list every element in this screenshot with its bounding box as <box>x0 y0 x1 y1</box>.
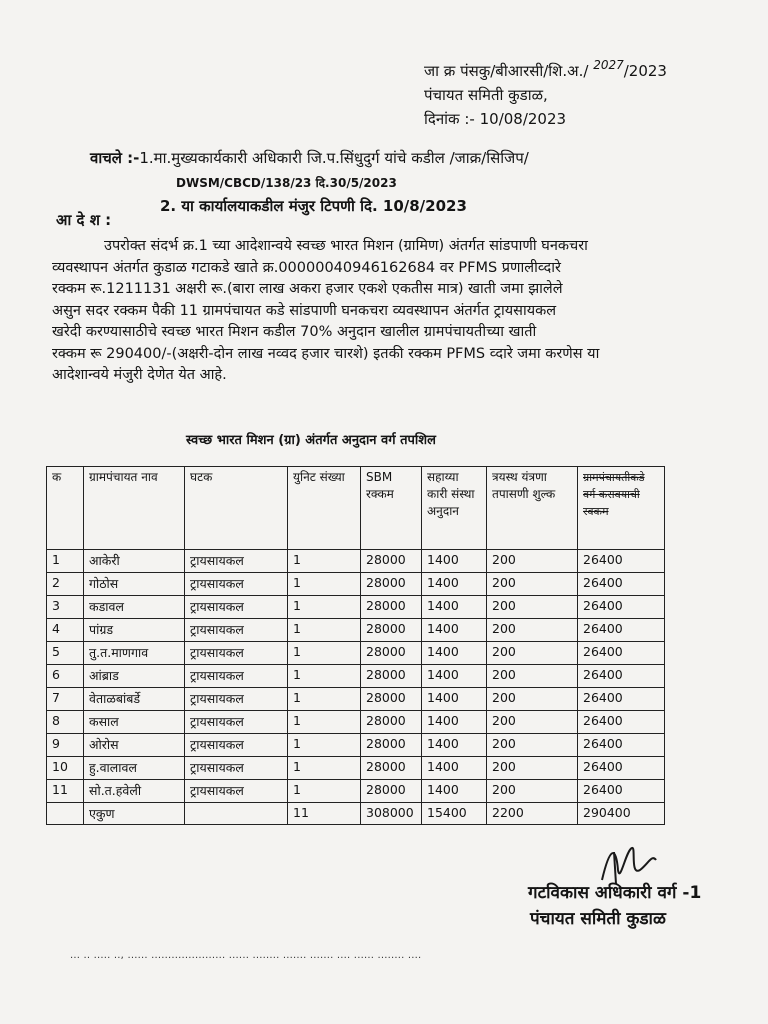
cell-amount: 26400 <box>578 619 665 642</box>
cell-sahayya: 1400 <box>422 711 487 734</box>
cell-sbm: 28000 <box>361 734 422 757</box>
cell-sbm: 28000 <box>361 596 422 619</box>
table-row <box>47 665 665 688</box>
cell-component: ट्रायसायकल <box>185 550 288 573</box>
table-row <box>47 780 665 803</box>
table-row <box>47 619 665 642</box>
reference-item-1: 1.मा.मुख्यकार्यकारी अधिकारी जि.प.सिंधुदुर्ग यांचे कडील /जाक्र/सिजिप/ <box>139 149 529 167</box>
cell-amount: 26400 <box>578 711 665 734</box>
cell-component: ट्रायसायकल <box>185 619 288 642</box>
cell-sahayya: 1400 <box>422 596 487 619</box>
cell-tpi: 200 <box>487 688 578 711</box>
cell-unit: 1 <box>288 596 361 619</box>
total-sr <box>47 803 84 825</box>
reference-item-1-cont: DWSM/CBCD/138/23 दि.30/5/2023 <box>176 176 397 190</box>
order-line-5: खरेदी करण्यासाठीचे स्वच्छ भारत मिशन कडील 70% अनुदान खालील ग्रामपंचायतीच्या खाती <box>52 324 537 340</box>
order-line-7: आदेशान्वये मंजुरी देणेत येत आहे. <box>52 367 227 383</box>
cell-unit: 1 <box>288 665 361 688</box>
cell-unit: 1 <box>288 734 361 757</box>
total-amount: 290400 <box>578 803 665 825</box>
ref-prefix: जा क्र पंसकु/बीआरसी/शि.अ./ <box>424 62 594 80</box>
cell-sbm: 28000 <box>361 573 422 596</box>
cell-name: आकेरी <box>84 550 185 573</box>
cell-name: कसाल <box>84 711 185 734</box>
cell-sr: 1 <box>47 550 84 573</box>
cell-sahayya: 1400 <box>422 619 487 642</box>
cell-unit: 1 <box>288 711 361 734</box>
cell-name: ओरोस <box>84 734 185 757</box>
header-sahayya: सहाय्या कारी संस्था अनुदान <box>422 467 487 550</box>
cell-sr: 4 <box>47 619 84 642</box>
total-tpi: 2200 <box>487 803 578 825</box>
cell-amount: 26400 <box>578 596 665 619</box>
cell-sbm: 28000 <box>361 550 422 573</box>
reference-item-2: 2. या कार्यालयाकडील मंजुर टिपणी दि. 10/8/2023 <box>160 197 467 215</box>
total-sahayya: 15400 <box>422 803 487 825</box>
order-line-4: असुन सदर रक्कम पैकी 11 ग्रामपंचायत कडे सांडपाणी घनकचरा व्यवस्थापन अंतर्गत ट्रायसायकल <box>52 302 557 319</box>
cell-sbm: 28000 <box>361 757 422 780</box>
order-line-6: रक्कम रू 290400/-(अक्षरी-दोन लाख नव्वद हजार चारशे) इतकी रक्कम PFMS व्दारे जमा करणेस या <box>52 345 600 362</box>
header-gp-amount-text: ग्रामपंचायतीकडे वर्ग करावयाची रक्कम <box>583 471 645 518</box>
cell-component: ट्रायसायकल <box>185 665 288 688</box>
cell-sahayya: 1400 <box>422 757 487 780</box>
total-unit: 11 <box>288 803 361 825</box>
total-component <box>185 803 288 825</box>
order-paragraph <box>52 236 702 387</box>
cell-tpi: 200 <box>487 550 578 573</box>
cell-unit: 1 <box>288 550 361 573</box>
cell-name: हु.वालावल <box>84 757 185 780</box>
table-row <box>47 550 665 573</box>
header-gp-amount <box>578 467 665 550</box>
cell-sbm: 28000 <box>361 688 422 711</box>
cell-sbm: 28000 <box>361 780 422 803</box>
cell-tpi: 200 <box>487 757 578 780</box>
cell-sr: 9 <box>47 734 84 757</box>
cell-tpi: 200 <box>487 780 578 803</box>
ref-handwritten-number: 2027 <box>593 58 624 72</box>
cell-component: ट्रायसायकल <box>185 688 288 711</box>
cell-sahayya: 1400 <box>422 642 487 665</box>
cell-amount: 26400 <box>578 757 665 780</box>
order-line-1: उपरोक्त संदर्भ क्र.1 च्या आदेशान्वये स्वच्छ भारत मिशन (ग्रामिण) अंतर्गत सांडपाणी घनकचरा <box>104 238 588 254</box>
cell-name: सो.त.हवेली <box>84 780 185 803</box>
reference-line-1 <box>90 148 529 168</box>
cell-amount: 26400 <box>578 688 665 711</box>
cell-sr: 10 <box>47 757 84 780</box>
date-label: दिनांक :- <box>424 110 475 128</box>
cell-sr: 5 <box>47 642 84 665</box>
date-line <box>424 108 566 130</box>
cell-tpi: 200 <box>487 619 578 642</box>
cell-component: ट्रायसायकल <box>185 734 288 757</box>
cell-sr: 2 <box>47 573 84 596</box>
table-row <box>47 688 665 711</box>
cell-component: ट्रायसायकल <box>185 573 288 596</box>
header-unit: युनिट संख्या <box>288 467 361 550</box>
bottom-cut-text: ... .. ..... .., ...... ...................... ...... ........ ....... ....... .... ...... ........ .... <box>70 950 422 961</box>
cell-amount: 26400 <box>578 642 665 665</box>
cell-name: गोठोस <box>84 573 185 596</box>
cell-unit: 1 <box>288 688 361 711</box>
cell-name: तु.त.माणगाव <box>84 642 185 665</box>
header-gp-name: ग्रामपंचायत नाव <box>84 467 185 550</box>
table-row <box>47 573 665 596</box>
cell-sahayya: 1400 <box>422 734 487 757</box>
reference-label: वाचले :- <box>90 149 140 167</box>
cell-tpi: 200 <box>487 665 578 688</box>
cell-sbm: 28000 <box>361 619 422 642</box>
table-header-row <box>47 467 665 550</box>
header-tpi: त्रयस्थ यंत्रणा तपासणी शुल्क <box>487 467 578 550</box>
cell-amount: 26400 <box>578 734 665 757</box>
total-sbm: 308000 <box>361 803 422 825</box>
date-value: 10/08/2023 <box>479 110 567 128</box>
cell-amount: 26400 <box>578 573 665 596</box>
cell-name: आंब्राड <box>84 665 185 688</box>
cell-component: ट्रायसायकल <box>185 642 288 665</box>
table-row <box>47 734 665 757</box>
table-row <box>47 757 665 780</box>
cell-sbm: 28000 <box>361 642 422 665</box>
office-name: पंचायत समिती कुडाळ, <box>424 86 548 104</box>
cell-amount: 26400 <box>578 665 665 688</box>
table-row <box>47 642 665 665</box>
cell-tpi: 200 <box>487 596 578 619</box>
cell-sr: 6 <box>47 665 84 688</box>
cell-sahayya: 1400 <box>422 550 487 573</box>
cell-component: ट्रायसायकल <box>185 711 288 734</box>
reference-number <box>424 60 667 83</box>
cell-unit: 1 <box>288 642 361 665</box>
header-sbm: SBM रक्कम <box>361 467 422 550</box>
cell-sahayya: 1400 <box>422 573 487 596</box>
order-line-3: रक्कम रू.1211131 अक्षरी रू.(बारा लाख अकरा हजार एकशे एकतीस मात्र) खाती जमा झालेले <box>52 281 563 297</box>
cell-amount: 26400 <box>578 550 665 573</box>
cell-tpi: 200 <box>487 573 578 596</box>
cell-tpi: 200 <box>487 711 578 734</box>
cell-name: वेताळबांबर्डे <box>84 688 185 711</box>
cell-sahayya: 1400 <box>422 780 487 803</box>
cell-amount: 26400 <box>578 780 665 803</box>
cell-unit: 1 <box>288 780 361 803</box>
cell-name: कडावल <box>84 596 185 619</box>
cell-component: ट्रायसायकल <box>185 757 288 780</box>
signatory-designation: गटविकास अधिकारी वर्ग -1 <box>528 883 702 903</box>
cell-sr: 7 <box>47 688 84 711</box>
cell-unit: 1 <box>288 573 361 596</box>
cell-tpi: 200 <box>487 642 578 665</box>
table-row <box>47 711 665 734</box>
table-row <box>47 596 665 619</box>
grant-table <box>46 466 665 825</box>
ref-year: /2023 <box>623 62 667 80</box>
cell-tpi: 200 <box>487 734 578 757</box>
cell-sahayya: 1400 <box>422 665 487 688</box>
cell-sbm: 28000 <box>361 665 422 688</box>
cell-component: ट्रायसायकल <box>185 596 288 619</box>
order-line-2: व्यवस्थापन अंतर्गत कुडाळ गटाकडे खाते क्र.00000040946162684 वर PFMS प्रणालीव्दारे <box>52 259 561 276</box>
header-sr: क <box>47 467 84 550</box>
signatory-office: पंचायत समिती कुडाळ <box>530 909 666 929</box>
cell-sr: 8 <box>47 711 84 734</box>
order-label: आ दे श : <box>56 211 112 229</box>
cell-sahayya: 1400 <box>422 688 487 711</box>
cell-sr: 11 <box>47 780 84 803</box>
cell-unit: 1 <box>288 619 361 642</box>
cell-name: पांग्रड <box>84 619 185 642</box>
cell-unit: 1 <box>288 757 361 780</box>
table-total-row <box>47 803 665 825</box>
total-label: एकुण <box>84 803 185 825</box>
cell-sbm: 28000 <box>361 711 422 734</box>
header-component: घटक <box>185 467 288 550</box>
cell-component: ट्रायसायकल <box>185 780 288 803</box>
cell-sr: 3 <box>47 596 84 619</box>
table-title: स्वच्छ भारत मिशन (ग्रा) अंतर्गत अनुदान वर्ग तपशिल <box>186 433 436 448</box>
